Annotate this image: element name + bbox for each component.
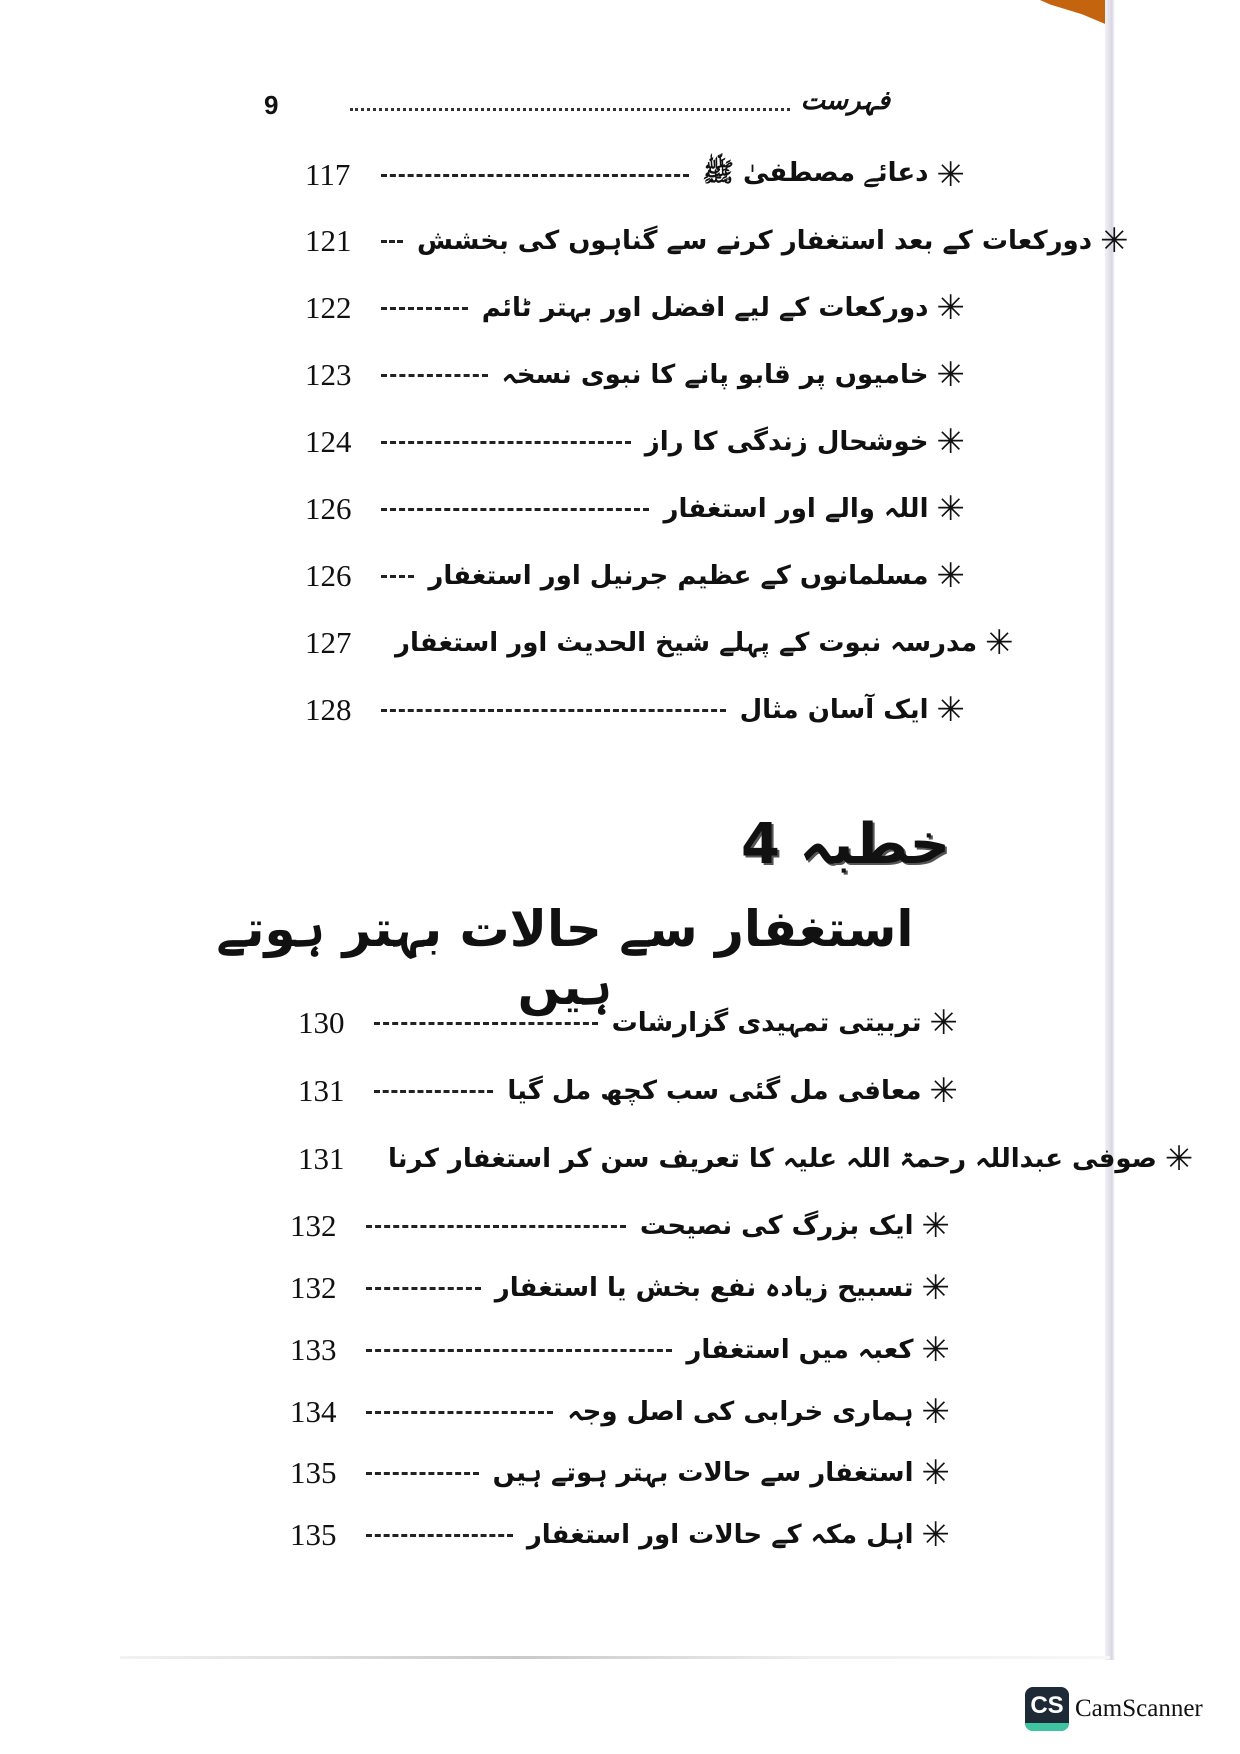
dashed-leader xyxy=(366,1225,626,1228)
page-number: 9 xyxy=(264,90,279,120)
toc-entry xyxy=(298,1000,958,1046)
dashed-leader xyxy=(381,575,414,578)
camscanner-watermark xyxy=(1025,1687,1203,1731)
asterisk-bullet-icon: ✳ xyxy=(936,155,965,195)
dashed-leader xyxy=(366,1287,481,1290)
toc-entry xyxy=(305,620,1014,666)
toc-page-number: 126 xyxy=(305,558,352,593)
toc-title: کعبہ میں استغفار xyxy=(686,1335,914,1365)
asterisk-bullet-icon: ✳ xyxy=(936,556,965,596)
dashed-leader xyxy=(374,1090,493,1093)
header-dotted-leader xyxy=(350,108,790,111)
dashed-leader xyxy=(366,1411,553,1414)
sermon-number-heading: خطبہ 4 xyxy=(740,812,950,877)
toc-entry xyxy=(290,1203,950,1249)
toc-entry xyxy=(305,687,965,733)
toc-title: خوشحال زندگی کا راز xyxy=(644,427,929,457)
toc-page-number: 131 xyxy=(298,1073,345,1108)
dashed-leader xyxy=(366,1534,513,1537)
toc-entry xyxy=(305,553,965,599)
asterisk-bullet-icon: ✳ xyxy=(929,1003,958,1043)
dashed-leader xyxy=(381,240,403,243)
toc-page-number: 131 xyxy=(298,1141,345,1176)
toc-title: دورکعات کے لیے افضل اور بہتر ٹائم xyxy=(481,293,929,323)
toc-entry xyxy=(290,1265,950,1311)
toc-title: اہل مکہ کے حالات اور استغفار xyxy=(526,1520,914,1550)
toc-entry xyxy=(305,352,965,398)
asterisk-bullet-icon: ✳ xyxy=(936,690,965,730)
toc-page-number: 126 xyxy=(305,491,352,526)
asterisk-bullet-icon: ✳ xyxy=(1164,1139,1194,1179)
asterisk-bullet-icon: ✳ xyxy=(921,1330,950,1370)
toc-title: تسبیح زیادہ نفع بخش یا استغفار xyxy=(494,1273,914,1303)
toc-page-number: 134 xyxy=(290,1394,337,1429)
toc-title: ایک بزرگ کی نصیحت xyxy=(639,1211,914,1241)
dashed-leader xyxy=(381,441,631,444)
dashed-leader xyxy=(381,709,726,712)
toc-page-number: 135 xyxy=(290,1455,337,1490)
page-bottom-edge xyxy=(120,1656,1110,1659)
toc-page-number: 128 xyxy=(305,692,352,727)
toc-title: دورکعات کے بعد استغفار کرنے سے گناہوں کی بخشش xyxy=(417,226,1093,256)
toc-page-number: 123 xyxy=(305,357,352,392)
toc-title: ایک آسان مثال xyxy=(739,695,929,725)
toc-page-number: 135 xyxy=(290,1517,337,1552)
asterisk-bullet-icon: ✳ xyxy=(921,1206,950,1246)
toc-entry xyxy=(290,1450,950,1496)
dashed-leader xyxy=(381,508,649,511)
toc-title: معافی مل گئی سب کچھ مل گیا xyxy=(507,1076,922,1106)
toc-title: مدرسہ نبوت کے پہلے شیخ الحدیث اور استغفار xyxy=(395,628,978,658)
toc-entry xyxy=(290,1389,950,1435)
toc-page-number: 132 xyxy=(290,1270,337,1305)
toc-entry xyxy=(290,1512,950,1558)
dashed-leader xyxy=(381,374,488,377)
dashed-leader xyxy=(381,307,468,310)
toc-page-number: 124 xyxy=(305,424,352,459)
asterisk-bullet-icon: ✳ xyxy=(929,1071,958,1111)
toc-title: مسلمانوں کے عظیم جرنیل اور استغفار xyxy=(428,561,929,591)
toc-title: اللہ والے اور استغفار xyxy=(663,494,929,524)
dashed-leader xyxy=(366,1349,672,1352)
camscanner-brand-text: CamScanner xyxy=(1075,1695,1203,1722)
toc-page-number: 132 xyxy=(290,1208,337,1243)
toc-entry xyxy=(305,152,965,198)
toc-entry xyxy=(305,218,1129,264)
asterisk-bullet-icon: ✳ xyxy=(936,288,965,328)
toc-page-number: 122 xyxy=(305,290,352,325)
page-header xyxy=(260,86,900,126)
toc-entry xyxy=(305,285,965,331)
asterisk-bullet-icon: ✳ xyxy=(1100,221,1129,261)
asterisk-bullet-icon: ✳ xyxy=(936,422,965,462)
camscanner-logo-icon: CS xyxy=(1025,1687,1069,1731)
toc-entry xyxy=(290,1327,950,1373)
asterisk-bullet-icon: ✳ xyxy=(921,1268,950,1308)
sermon-title-heading: استغفار سے حالات بہتر ہوتے ہیں xyxy=(216,900,914,1016)
asterisk-bullet-icon: ✳ xyxy=(936,355,965,395)
toc-entry xyxy=(298,1136,1194,1182)
asterisk-bullet-icon: ✳ xyxy=(936,489,965,529)
toc-title: ہماری خرابی کی اصل وجہ xyxy=(567,1397,914,1427)
toc-page-number: 117 xyxy=(305,157,351,192)
asterisk-bullet-icon: ✳ xyxy=(985,623,1014,663)
dashed-leader xyxy=(366,1472,479,1475)
toc-page-number: 130 xyxy=(298,1005,345,1040)
toc-title: استغفار سے حالات بہتر ہوتے ہیں xyxy=(492,1458,914,1488)
header-title: فہرست xyxy=(800,86,890,116)
toc-title: تربیتی تمہیدی گزارشات xyxy=(611,1008,922,1038)
toc-entry xyxy=(305,419,965,465)
toc-page-number: 121 xyxy=(305,223,352,258)
page-corner-fold xyxy=(1040,0,1110,26)
dashed-leader xyxy=(374,1022,598,1025)
toc-title: دعائے مصطفیٰ ﷺ xyxy=(702,158,929,188)
asterisk-bullet-icon: ✳ xyxy=(921,1515,950,1555)
toc-entry xyxy=(305,486,965,532)
toc-entry xyxy=(298,1068,958,1114)
toc-page-number: 127 xyxy=(305,625,352,660)
asterisk-bullet-icon: ✳ xyxy=(921,1392,950,1432)
toc-page-number: 133 xyxy=(290,1332,337,1367)
asterisk-bullet-icon: ✳ xyxy=(921,1453,950,1493)
toc-title: صوفی عبداللہ رحمۃ اللہ علیہ کا تعریف سن کر استغفار کرنا xyxy=(388,1144,1157,1174)
dashed-leader xyxy=(381,174,689,177)
toc-title: خامیوں پر قابو پانے کا نبوی نسخہ xyxy=(501,360,929,390)
